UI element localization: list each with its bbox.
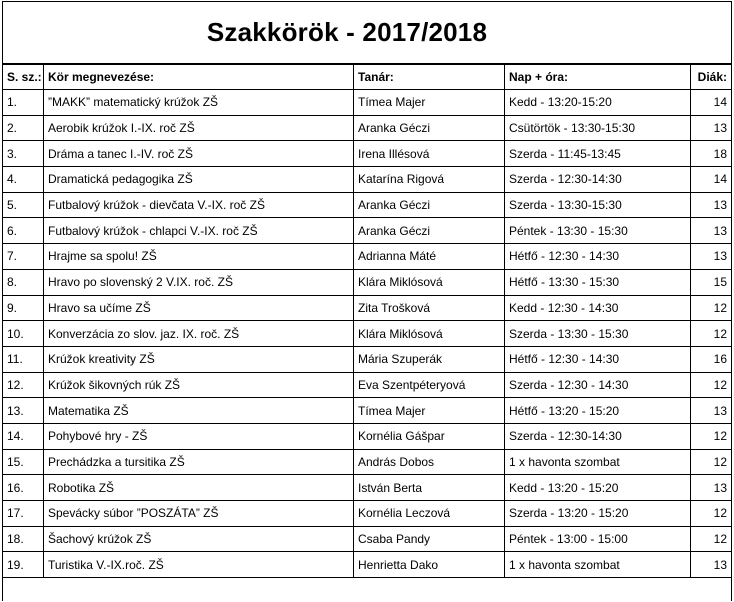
cell-students: 13 xyxy=(691,475,732,501)
cell-day-time: Hétfő - 13:20 - 15:20 xyxy=(505,398,691,424)
table-row xyxy=(3,295,732,321)
cell-students: 12 xyxy=(691,295,732,321)
cell-day-time: Szerda - 12:30-14:30 xyxy=(505,167,691,193)
cell-number: 12. xyxy=(3,372,44,398)
cell-teacher: Aranka Géczi xyxy=(354,115,505,141)
header-row xyxy=(3,65,732,90)
cell-number: 13. xyxy=(3,398,44,424)
cell-day-time: Szerda - 12:30-14:30 xyxy=(505,423,691,449)
cell-club-name: Krúžok šikovných rúk ZŠ xyxy=(44,372,354,398)
cell-number: 16. xyxy=(3,475,44,501)
cell-students: 18 xyxy=(691,141,732,167)
cell-number: 1. xyxy=(3,90,44,116)
cell-club-name: Hrajme sa spolu! ZŠ xyxy=(44,244,354,270)
table-row xyxy=(3,269,732,295)
cell-day-time: Szerda - 13:20 - 15:20 xyxy=(505,501,691,527)
table-row xyxy=(3,449,732,475)
header-students: Diák: xyxy=(691,65,732,90)
table-row xyxy=(3,218,732,244)
cell-students: 12 xyxy=(691,372,732,398)
table-row xyxy=(3,526,732,552)
cell-day-time: Szerda - 12:30 - 14:30 xyxy=(505,372,691,398)
cell-day-time: Hétfő - 12:30 - 14:30 xyxy=(505,244,691,270)
cell-day-time: 1 x havonta szombat xyxy=(505,552,691,578)
cell-number: 5. xyxy=(3,192,44,218)
cell-teacher: Kornélia Leczová xyxy=(354,501,505,527)
cell-students: 12 xyxy=(691,526,732,552)
cell-club-name: Futbalový krúžok - chlapci V.-IX. roč ZŠ xyxy=(44,218,354,244)
cell-students: 15 xyxy=(691,269,732,295)
table-row xyxy=(3,552,732,578)
header-number: S. sz.: xyxy=(3,65,44,90)
table-row xyxy=(3,167,732,193)
cell-day-time: Szerda - 11:45-13:45 xyxy=(505,141,691,167)
cell-day-time: Hétfő - 12:30 - 14:30 xyxy=(505,346,691,372)
table-row xyxy=(3,141,732,167)
cell-club-name: Dráma a tanec I.-IV. roč ZŠ xyxy=(44,141,354,167)
cell-club-name: Pohybové hry - ZŠ xyxy=(44,423,354,449)
table-row xyxy=(3,321,732,347)
cell-number: 10. xyxy=(3,321,44,347)
cell-students: 12 xyxy=(691,501,732,527)
cell-number: 9. xyxy=(3,295,44,321)
clubs-table xyxy=(2,64,732,578)
cell-day-time: Péntek - 13:00 - 15:00 xyxy=(505,526,691,552)
cell-students: 12 xyxy=(691,321,732,347)
cell-teacher: Aranka Géczi xyxy=(354,218,505,244)
cell-students: 12 xyxy=(691,423,732,449)
table-row xyxy=(3,115,732,141)
cell-teacher: Aranka Géczi xyxy=(354,192,505,218)
cell-students: 13 xyxy=(691,218,732,244)
cell-teacher: Csaba Pandy xyxy=(354,526,505,552)
cell-students: 13 xyxy=(691,192,732,218)
cell-number: 2. xyxy=(3,115,44,141)
cell-students: 12 xyxy=(691,449,732,475)
cell-club-name: Robotika ZŠ xyxy=(44,475,354,501)
table-row xyxy=(3,398,732,424)
cell-teacher: Eva Szentpéteryová xyxy=(354,372,505,398)
cell-teacher: István Berta xyxy=(354,475,505,501)
cell-students: 16 xyxy=(691,346,732,372)
header-day-time: Nap + óra: xyxy=(505,65,691,90)
cell-teacher: Kornélia Gášpar xyxy=(354,423,505,449)
cell-day-time: Kedd - 13:20-15:20 xyxy=(505,90,691,116)
cell-teacher: Tímea Majer xyxy=(354,398,505,424)
cell-day-time: Szerda - 13:30 - 15:30 xyxy=(505,321,691,347)
cell-students: 13 xyxy=(691,398,732,424)
cell-teacher: Henrietta Dako xyxy=(354,552,505,578)
cell-club-name: Futbalový krúžok - dievčata V.-IX. roč ZŠ xyxy=(44,192,354,218)
cell-day-time: Szerda - 13:30-15:30 xyxy=(505,192,691,218)
cell-teacher: Klára Miklósová xyxy=(354,321,505,347)
cell-teacher: Tímea Majer xyxy=(354,90,505,116)
cell-day-time: Kedd - 13:20 - 15:20 xyxy=(505,475,691,501)
cell-number: 4. xyxy=(3,167,44,193)
cell-club-name: Spevácky súbor ”POSZÁTA” ZŠ xyxy=(44,501,354,527)
cell-club-name: Aerobik krúžok I.-IX. roč ZŠ xyxy=(44,115,354,141)
cell-number: 11. xyxy=(3,346,44,372)
table-row xyxy=(3,372,732,398)
cell-club-name: Turistika V.-IX.roč. ZŠ xyxy=(44,552,354,578)
cell-day-time: Péntek - 13:30 - 15:30 xyxy=(505,218,691,244)
table-row xyxy=(3,244,732,270)
cell-students: 13 xyxy=(691,552,732,578)
cell-teacher: Klára Miklósová xyxy=(354,269,505,295)
table-row xyxy=(3,423,732,449)
cell-number: 18. xyxy=(3,526,44,552)
header-club-name: Kör megnevezése: xyxy=(44,65,354,90)
cell-club-name: Matematika ZŠ xyxy=(44,398,354,424)
cell-day-time: Hétfő - 13:30 - 15:30 xyxy=(505,269,691,295)
cell-club-name: Prechádzka a tursitika ZŠ xyxy=(44,449,354,475)
cell-teacher: Irena Illésová xyxy=(354,141,505,167)
cell-students: 13 xyxy=(691,115,732,141)
cell-number: 7. xyxy=(3,244,44,270)
cell-number: 17. xyxy=(3,501,44,527)
title-row xyxy=(3,2,731,64)
cell-number: 6. xyxy=(3,218,44,244)
cell-teacher: Adrianna Máté xyxy=(354,244,505,270)
cell-students: 14 xyxy=(691,167,732,193)
cell-club-name: Dramatická pedagogika ZŠ xyxy=(44,167,354,193)
cell-students: 13 xyxy=(691,244,732,270)
cell-teacher: Katarína Rigová xyxy=(354,167,505,193)
cell-club-name: Krúžok kreativity ZŠ xyxy=(44,346,354,372)
cell-teacher: Mária Szuperák xyxy=(354,346,505,372)
spreadsheet-sheet xyxy=(2,1,732,601)
table-row xyxy=(3,346,732,372)
cell-club-name: ”MAKK” matematický krúžok ZŠ xyxy=(44,90,354,116)
cell-day-time: Csütörtök - 13:30-15:30 xyxy=(505,115,691,141)
header-teacher: Tanár: xyxy=(354,65,505,90)
cell-number: 15. xyxy=(3,449,44,475)
cell-club-name: Šachový krúžok ZŠ xyxy=(44,526,354,552)
cell-number: 19. xyxy=(3,552,44,578)
cell-number: 14. xyxy=(3,423,44,449)
page-title: Szakkörök - 2017/2018 xyxy=(206,17,488,47)
cell-number: 8. xyxy=(3,269,44,295)
table-row xyxy=(3,501,732,527)
cell-day-time: 1 x havonta szombat xyxy=(505,449,691,475)
cell-students: 14 xyxy=(691,90,732,116)
cell-day-time: Kedd - 12:30 - 14:30 xyxy=(505,295,691,321)
table-row xyxy=(3,90,732,116)
cell-club-name: Konverzácia zo slov. jaz. IX. roč. ZŠ xyxy=(44,321,354,347)
cell-number: 3. xyxy=(3,141,44,167)
cell-club-name: Hravo sa učíme ZŠ xyxy=(44,295,354,321)
cell-teacher: András Dobos xyxy=(354,449,505,475)
table-row xyxy=(3,475,732,501)
cell-club-name: Hravo po slovenský 2 V.IX. roč. ZŠ xyxy=(44,269,354,295)
table-body xyxy=(3,90,732,578)
table-row xyxy=(3,192,732,218)
cell-teacher: Zita Trošková xyxy=(354,295,505,321)
